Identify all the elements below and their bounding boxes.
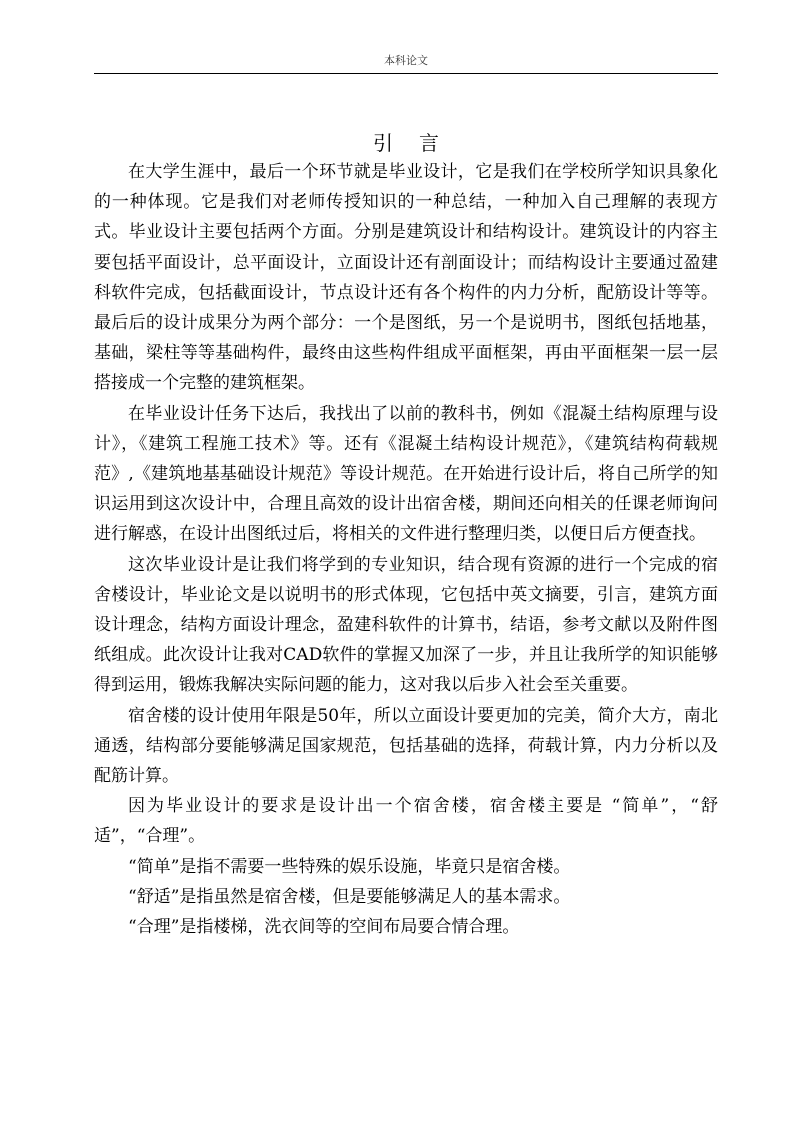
paragraph: “舒适”是指虽然是宿舍楼，但是要能够满足人的基本需求。 [128, 886, 571, 907]
section-heading: 引言 [373, 131, 465, 155]
paragraph: “简单”是指不需要一些特殊的娱乐设施，毕竟只是宿舍楼。 [128, 856, 571, 877]
paragraph: 宿舍楼的设计使用年限是50年，所以立面设计要更加的完美，简介大方，南北通透，结构部分要能够满足国家规范，包括基础的选择，荷载计算，内力分析以及配筋计算。 [94, 705, 718, 787]
body-text [94, 157, 718, 942]
page-header: 本科论文 [384, 54, 428, 67]
paragraph: 这次毕业设计是让我们将学到的专业知识，结合现有资源的进行一个完成的宿舍楼设计，毕业论文是以说明书的形式体现，它包括中英文摘要，引言，建筑方面设计理念，结构方面设计理念，盈建科软件的计算书，结语，参考文献以及附件图纸组成。此次设计让我对CAD软件的掌握又加深了一步，并且让我所学的知识能够得到运用，锻炼我解决实际问题的能力，这对我以后步入社会至关重要。 [94, 554, 718, 696]
header-divider [94, 73, 718, 74]
paragraph: 因为毕业设计的要求是设计出一个宿舍楼，宿舍楼主要是 “简单”，“舒适”，“合理”。 [94, 796, 718, 847]
paragraph: 在毕业设计任务下达后，我找出了以前的教科书，例如《混凝土结构原理与设计》，《建筑工程施工技术》等。还有《混凝土结构设计规范》，《建筑结构荷载规范》,《建筑地基基础设计规范》等设计规范。在开始进行设计后，将自己所学的知识运用到这次设计中，合理且高效的设计出宿舍楼，期间还向相关的任课老师询问进行解惑，在设计出图纸过后，将相关的文件进行整理归类，以便日后方便查找。 [94, 403, 718, 545]
paragraph: 在大学生涯中，最后一个环节就是毕业设计，它是我们在学校所学知识具象化的一种体现。它是我们对老师传授知识的一种总结，一种加入自己理解的表现方式。毕业设计主要包括两个方面。分别是建筑设计和结构设计。建筑设计的内容主要包括平面设计，总平面设计，立面设计还有剖面设计；而结构设计主要通过盈建科软件完成，包括截面设计，节点设计还有各个构件的内力分析，配筋设计等等。最后后的设计成果分为两个部分：一个是图纸，另一个是说明书，图纸包括地基，基础，梁柱等等基础构件，最终由这些构件组成平面框架，再由平面框架一层一层搭接成一个完整的建筑框架。 [94, 162, 718, 394]
paragraph: “合理”是指楼梯，洗衣间等的空间布局要合情合理。 [128, 917, 520, 938]
